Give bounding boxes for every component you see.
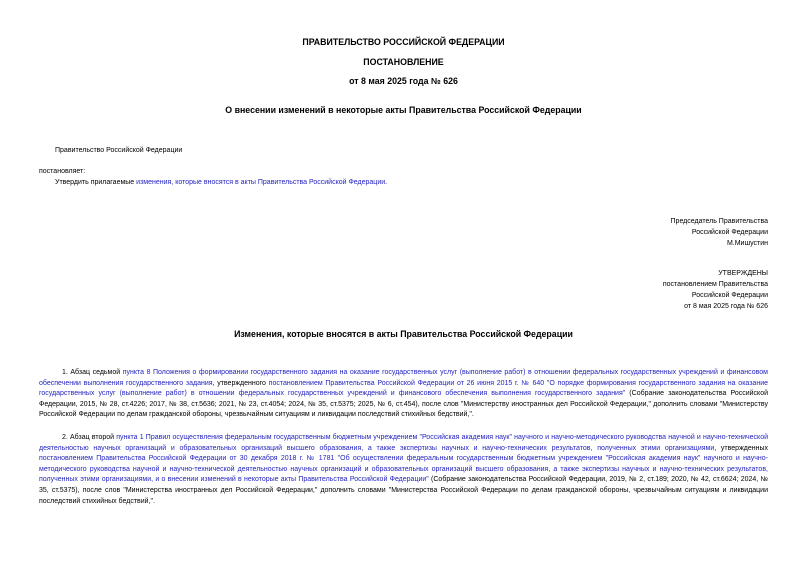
document-type: ПОСТАНОВЛЕНИЕ xyxy=(363,57,444,67)
change-item-2 xyxy=(39,433,768,507)
item1-mid: , утвержденного xyxy=(212,379,269,387)
approved-date-number: от 8 мая 2025 года № 626 xyxy=(684,303,768,310)
government-line: Правительство Российской Федерации xyxy=(55,147,183,154)
item2-rest: (Собрание законодательства Российской Федерации, 2019, № 2, ст.189; 2020, № 42, ст.6624; 2024, № 35, ст.5375), после слов "Министерства иностранных дел Российской Федерации," дополнить словами "Министерства Российской Федерации по делам гражданской обороны, чрезвычайным ситуациям и ликвидации последствий стихийных бедствий,". xyxy=(39,476,768,505)
item1-rest: (Собрание законодательства Российской Федерации, 2015, № 28, ст.4226; 2017, № 38, ст.5636; 2021, № 23, ст.4054; 2024, № 35, ст.5375; 2025, № 6, ст.454), после слов "Министерству иностранных дел Российской Федерации," дополнить словами "Министерству Российской Федерации по делам гражданской обороны, чрезвычайным ситуациям и ликвидации последствий стихийных бедствий,". xyxy=(39,390,768,419)
document-title: О внесении изменений в некоторые акты Правительства Российской Федерации xyxy=(225,105,582,115)
approve-paragraph xyxy=(55,178,387,188)
signature-name: М.Мишустин xyxy=(726,240,768,247)
item1-link-resolution[interactable]: постановлением Правительства Российской Федерации от 26 июня 2015 г. № 640 "О порядке формирования государственного задания на оказание государственных услуг (выполнение работ) в отношении федеральных государственных учреждений и финансового обеспечения выполнения государственного задания" xyxy=(39,379,768,398)
signature-position: Председатель Правительства xyxy=(670,218,768,225)
approve-prefix: Утвердить прилагаемые xyxy=(55,179,137,186)
item2-prefix: 2. Абзац второй xyxy=(62,434,117,441)
signature-org: Российской Федерации xyxy=(691,229,768,236)
item2-mid: , утвержденных xyxy=(714,444,768,452)
item2-link-resolution[interactable]: постановлением Правительства Российской Федерации от 30 декабря 2018 г. № 1781 "Об осуществлении федеральным государственным бюджетным учреждением "Российская академия наук" научного и научно-методического руководства научной и научно-технической деятельностью научных организаций и образовательных организаций высшего образования, а также экспертизы научных и научно-технических результатов, полученных этими организациями, и о внесении изменений в некоторые акты Правительства Российской Федерации" xyxy=(39,455,768,484)
change-item-1 xyxy=(39,368,768,421)
decides-line: постановляет: xyxy=(39,168,86,175)
government-heading: ПРАВИТЕЛЬСТВО РОССИЙСКОЙ ФЕДЕРАЦИИ xyxy=(302,37,505,47)
item2-link-rules[interactable]: пункта 1 Правил осуществления федеральным государственным бюджетным учреждением "Российская академия наук" научного и научно-методического руководства научной и научно-технической деятельностью научных организаций и образовательных организаций высшего образования, а также экспертизы научных и научно-технических результатов, полученных этими организациями xyxy=(39,434,769,452)
item1-link-regulation[interactable]: пункта 8 Положения о формировании государственного задания на оказание государственных услуг (выполнение работ) в отношении федеральных государственных учреждений и финансовом обеспечении выполнения государственного задания xyxy=(39,369,768,387)
changes-link[interactable]: изменения, которые вносятся в акты Правительства Российской Федерации xyxy=(136,179,386,186)
changes-title: Изменения, которые вносятся в акты Правительства Российской Федерации xyxy=(234,329,573,339)
approved-label: УТВЕРЖДЕНЫ xyxy=(718,270,768,277)
approved-org: Российской Федерации xyxy=(691,292,768,299)
approve-suffix: . xyxy=(385,179,388,186)
approved-by: постановлением Правительства xyxy=(662,281,768,288)
document-date-number: от 8 мая 2025 года № 626 xyxy=(349,76,458,86)
item1-prefix: 1. Абзац седьмой xyxy=(62,369,123,376)
